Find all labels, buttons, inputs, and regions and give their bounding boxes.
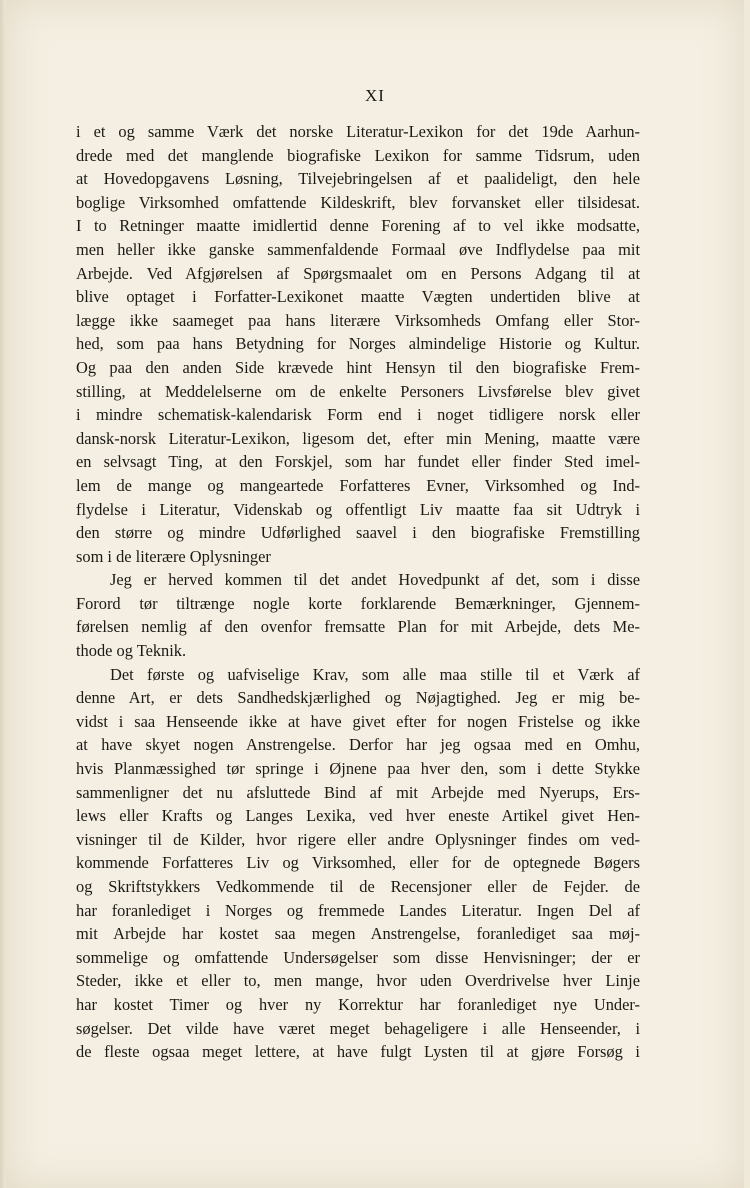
text-line: Jeg er herved kommen til det andet Hovedpunkt af det, som i disse [110,570,640,590]
text-line: Arbejde. Ved Afgjørelsen af Spørgsmaalet om en Persons Adgang til at [76,263,640,283]
text-line: en selvsagt Ting, at den Forskjel, som har fundet eller finder Sted imel- [76,452,640,472]
text-line: Det første og uafviselige Krav, som alle maa stille til et Værk af [110,664,640,684]
text-line: denne Art, er dets Sandhedskjærlighed og Nøjagtighed. Jeg er mig be- [76,688,640,708]
text-line: stilling, at Meddelelserne om de enkelte Personers Livsførelse blev givet [76,381,640,401]
text-line: i et og samme Værk det norske Literatur-Lexikon for det 19de Aarhun- [76,122,640,141]
text-line: flydelse i Literatur, Videnskab og offentligt Liv maatte faa sit Udtryk i [76,499,640,519]
text-line: mit Arbejde har kostet saa megen Anstrengelse, foranlediget saa møj- [76,924,640,944]
text-line: Forord tør tiltrænge nogle korte forklarende Bemærkninger, Gjennem- [76,593,640,613]
text-line: boglige Virksomhed omfattende Kildeskrift, blev forvansket eller tilsidesat. [76,192,640,212]
paragraph [76,568,640,662]
text-line: Og paa den anden Side krævede hint Hensyn til den biografiske Frem- [76,357,640,377]
text-line: hvis Planmæssighed tør springe i Øjnene paa hver den, som i dette Stykke [76,759,640,779]
text-line: I to Retninger maatte imidlertid denne Forening af to vel ikke modsatte, [76,216,640,236]
text-line: søgelser. Det vilde have været meget behageligere i alle Henseender, i [76,1018,640,1038]
text-line: som i de literære Oplysninger [76,546,271,566]
text-line: Steder, ikke et eller to, men mange, hvor uden Overdrivelse hver Linje [76,971,640,991]
text-line: og Skriftstykkers Vedkommende til de Recensjoner eller de Fejder. de [76,877,640,896]
text-line: thode og Teknik. [76,641,187,661]
text-line: at have skyet nogen Anstrengelse. Derfor har jeg ogsaa med en Omhu, [76,735,640,755]
text-line: lægge ikke saameget paa hans literære Virksomheds Omfang eller Stor- [76,310,640,330]
text-line: i mindre schematisk-kalendarisk Form end i noget tidligere norsk eller [76,405,640,425]
text-line: blive optaget i Forfatter-Lexikonet maatte Vægten undertiden blive at [76,287,640,307]
text-line: har kostet Timer og hver ny Korrektur har foranlediget nye Under- [76,994,640,1014]
body-text [76,120,640,1064]
paragraph [76,663,640,1064]
text-line: førelsen nemlig af den ovenfor fremsatte Plan for mit Arbejde, dets Me- [76,617,640,637]
page-number: XI [365,86,385,105]
text-line: drede med det manglende biografiske Lexikon for samme Tidsrum, uden [76,145,640,165]
text-line: men heller ikke ganske sammenfaldende Formaal øve Indflydelse paa mit [76,239,640,259]
text-line: har foranlediget i Norges og fremmede Landes Literatur. Ingen Del af [76,900,640,920]
text-line: vidst i saa Henseende ikke at have givet efter for nogen Fristelse og ikke [76,711,640,731]
text-line: sommelige og omfattende Undersøgelser som disse Henvisninger; der er [76,947,640,967]
text-line: visninger til de Kilder, hvor rigere eller andre Oplysninger findes om ved- [76,829,640,849]
text-line: lem de mange og mangeartede Forfatteres Evner, Virksomhed og Ind- [76,475,640,495]
text-line: kommende Forfatteres Liv og Virksomhed, eller for de optegnede Bøgers [76,853,640,873]
text-line: lews eller Krafts og Langes Lexika, ved hver eneste Artikel givet Hen- [76,806,640,826]
text-line: hed, som paa hans Betydning for Norges almindelige Historie og Kultur. [76,334,640,354]
text-line: sammenligner det nu afsluttede Bind af mit Arbejde med Nyerups, Ers- [76,782,640,802]
text-line: de fleste ogsaa meget lettere, at have fulgt Lysten til at gjøre Forsøg i [76,1042,640,1062]
paragraph [76,120,640,568]
text-line: den større og mindre Udførlighed saavel i den biografiske Fremstilling [76,523,640,543]
text-line: dansk-norsk Literatur-Lexikon, ligesom det, efter min Mening, maatte være [76,428,640,448]
text-line: at Hovedopgavens Løsning, Tilvejebringelsen af et paalideligt, den hele [76,169,640,189]
